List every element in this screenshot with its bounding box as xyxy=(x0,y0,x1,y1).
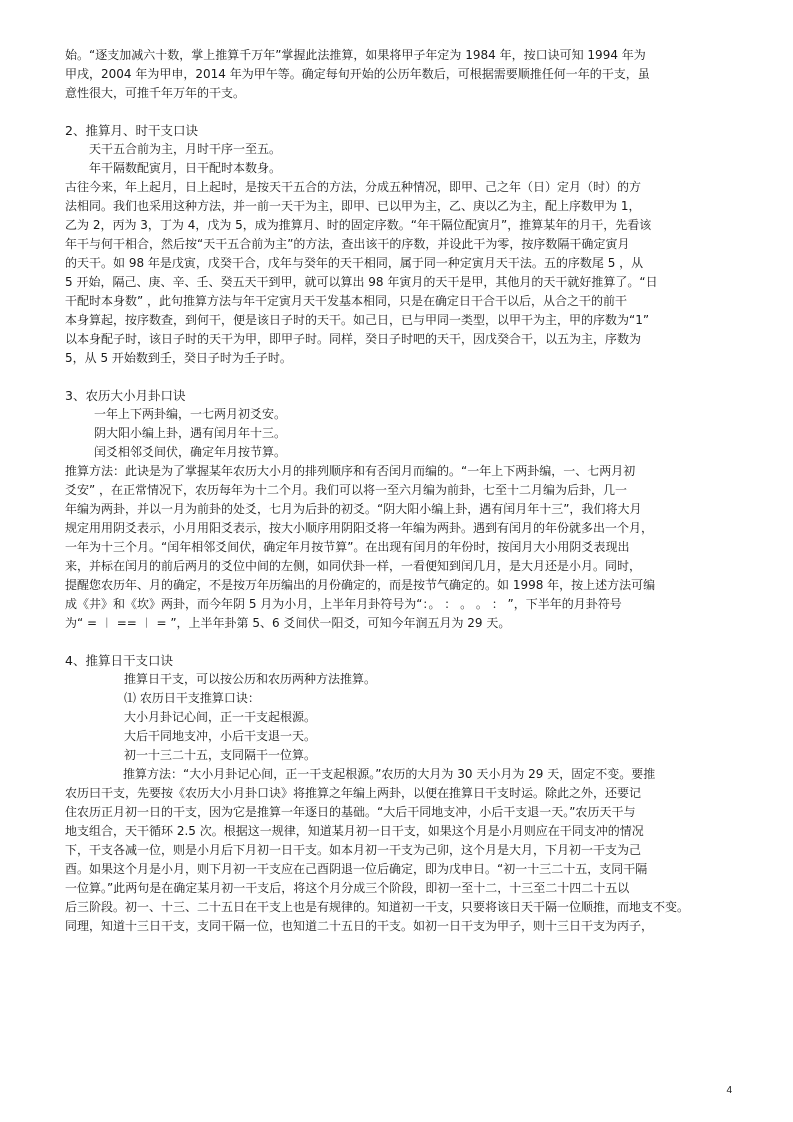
text-line: 始。“逐支加减六十数，掌上推算千万年”掌握此法推算，如果将甲子年定为 1984 年，按口诀可知 1994 年为 xyxy=(65,48,646,62)
text-line: 5，从 5 开始数到壬，癸日子时为壬子时。 xyxy=(65,351,292,365)
text-line: 干配时本身数” ，此句推算方法与年干定寅月天干发基本相同，只是在确定日干合干以后，从合之干的前干 xyxy=(65,294,628,308)
text-line: 乙为 2，丙为 3，丁为 4，戊为 5，成为推算月、时的固定序数。“年干隔位配寅月”，推算某年的月干，先看该 xyxy=(65,218,652,232)
text-line: 地支组合，天干循环 2.5 次。根据这一规律，知道某月初一日干支，如果这个月是小月则应在干同支冲的情况 xyxy=(65,824,644,838)
text-line: 后三阶段。初一、十三、二十五日在干支上也是有规律的。知道初一干支，只要将该日天干隔一位顺推，而地支不变。 xyxy=(65,900,690,914)
text-line: 推算方法：“大小月卦记心间，正一干支起根源。”农历的大月为 30 天小月为 29 天，固定不变。要推 xyxy=(123,767,656,781)
text-line: 意性很大，可推千年万年的干支。 xyxy=(65,86,246,100)
section-3 xyxy=(65,386,728,633)
verse-line: 天干五合前为主，月时干序一至五。 xyxy=(89,142,282,156)
text-line: 住农历正月初一日的干支，因为它是推算一年逐日的基础。“大后干同地支冲，小后干支退一天。”农历天干与 xyxy=(65,805,636,819)
page-body xyxy=(65,46,728,936)
text-line: 年干与何干相合，然后按“天干五合前为主”的方法，查出该干的序数，并设此干为零，按序数隔干确定寅月 xyxy=(65,237,630,251)
verse-line: 初一十三二十五，支同隔干一位算。 xyxy=(124,748,317,762)
text-line: 古往今来，年上起月，日上起时，是按天干五合的方法，分成五种情况，即甲、己之年（日）定月（时）的方 xyxy=(65,180,642,194)
page-number: 4 xyxy=(726,1085,732,1096)
verse-line: 阴大阳小编上卦，遇有闰月年十三。 xyxy=(94,426,287,440)
verse-line: 闰爻相邻爻间伏，确定年月按节算。 xyxy=(94,445,287,459)
text-line: 一年为十三个月。“闰年相邻爻间伏，确定年月按节算”。在出现有闰月的年份时，按闰月大小用阴爻表现出 xyxy=(65,540,630,554)
text-line: 提醒您农历年、月的确定，不是按万年历编出的月份确定的，而是按节气确定的。如 1998 年，按上述方法可编 xyxy=(65,578,656,592)
text-line: 来，并标在闰月的前后两月的爻位中间的左侧，如同伏卦一样，一看便知到闰几月，是大月还是小月。同时， xyxy=(65,559,642,573)
intro-paragraph xyxy=(65,46,728,103)
text-line: 农历曰干支，先要按《农历大小月卦口诀》将推算之年编上两卦，以便在推算日干支时运。除此之外，还要记 xyxy=(65,786,642,800)
intro-line: 推算日干支，可以按公历和农历两种方法推算。 xyxy=(124,672,377,686)
text-line: 法相同。我们也采用这种方法，并一前一天干为主，即甲、已以甲为主，乙、庚以乙为主，配上序数甲为 1， xyxy=(65,199,641,213)
text-line: 的天干。如 98 年是戊寅，戊癸干合，戊年与癸年的天干相同，属于同一种定寅月天干法。五的序数尾 5 ，从 xyxy=(65,256,644,270)
text-line: 成《井》和《坎》两卦，而今年阴 5 月为小月，上半年月卦符号为“：。 ： 。 。 ： ”，下半年的月卦符号 xyxy=(65,597,622,611)
text-line: 本身算起，按序数查，到何干，便是该日子时的天干。如己日，已与甲同一类型，以甲干为主，甲的序数为“1” xyxy=(65,313,650,327)
section-heading: 3、农历大小月卦口诀 xyxy=(65,388,186,403)
text-line: 推算方法：此诀是为了掌握某年农历大小月的排列顺序和有否闰月而编的。“一年上下两卦编，一、七两月初 xyxy=(65,464,636,478)
section-heading: 4、推算日干支口诀 xyxy=(65,653,173,668)
text-line: 同理，知道十三日干支，支同干隔一位，也知道二十五日的干支。如初一日干支为甲子，则十三日干支为丙子， xyxy=(65,919,654,933)
text-line: 下，干支各减一位，则是小月后下月初一日干支。如本月初一干支为己卯，这个月是大月，下月初一干支为己 xyxy=(65,843,642,857)
text-line: 5 开始，隔己、庚、辛、壬、癸五天干到甲，就可以算出 98 年寅月的天干是甲，其他月的天干就好推算了。“日 xyxy=(65,275,658,289)
text-line: 以本身配子时，该日子时的天干为甲，即甲子时。同样，癸日子时吧的天干，因戊癸合干，以五为主，序数为 xyxy=(65,332,642,346)
section-2 xyxy=(65,121,728,368)
text-line: 爻安” ，在正常情况下，农历每年为十二个月。我们可以将一至六月编为前卦，七至十二月编为后卦，几一 xyxy=(65,483,628,497)
section-4 xyxy=(65,651,728,936)
text-line: 年编为两卦，并以一月为前卦的处爻，七月为后卦的初爻。“阴大阳小编上卦，遇有闰月年十三”，我们将大月 xyxy=(65,502,642,516)
verse-line: 大小月卦记心间，正一干支起根源。 xyxy=(124,710,317,724)
section-heading: 2、推算月、时干支口诀 xyxy=(65,123,198,138)
text-line: 甲戌，2004 年为甲申，2014 年为甲午等。确定每旬开始的公历年数后，可根据需要顺推任何一年的干支，虽 xyxy=(65,67,650,81)
sub-heading: ⑴ 农历日干支推算口诀： xyxy=(124,691,260,705)
verse-line: 一年上下两卦编，一七两月初爻安。 xyxy=(94,407,287,421)
text-line: 酉。如果这个月是小月，则下月初一干支应在己酉阴退一位后确定，即为戊申日。“初一十三二十五，支同干隔 xyxy=(65,862,648,876)
text-line: 一位算。”此两句是在确定某月初一干支后，将这个月分成三个阶段，即初一至十二，十三至二十四二十五以 xyxy=(65,881,630,895)
verse-line: 年干隔数配寅月，日干配时本数身。 xyxy=(89,161,282,175)
text-line: 为“ = ︱ == ︱ = ”，上半年卦第 5、6 爻间伏一阳爻，可知今年润五月为 29 天。 xyxy=(65,616,511,630)
verse-line: 大后干同地支冲，小后干支退一天。 xyxy=(124,729,317,743)
text-line: 规定用用阴爻表示，小月用阳爻表示，按大小顺序用阴阳爻将一年编为两卦。遇到有闰月的年份就多出一个月， xyxy=(65,521,654,535)
